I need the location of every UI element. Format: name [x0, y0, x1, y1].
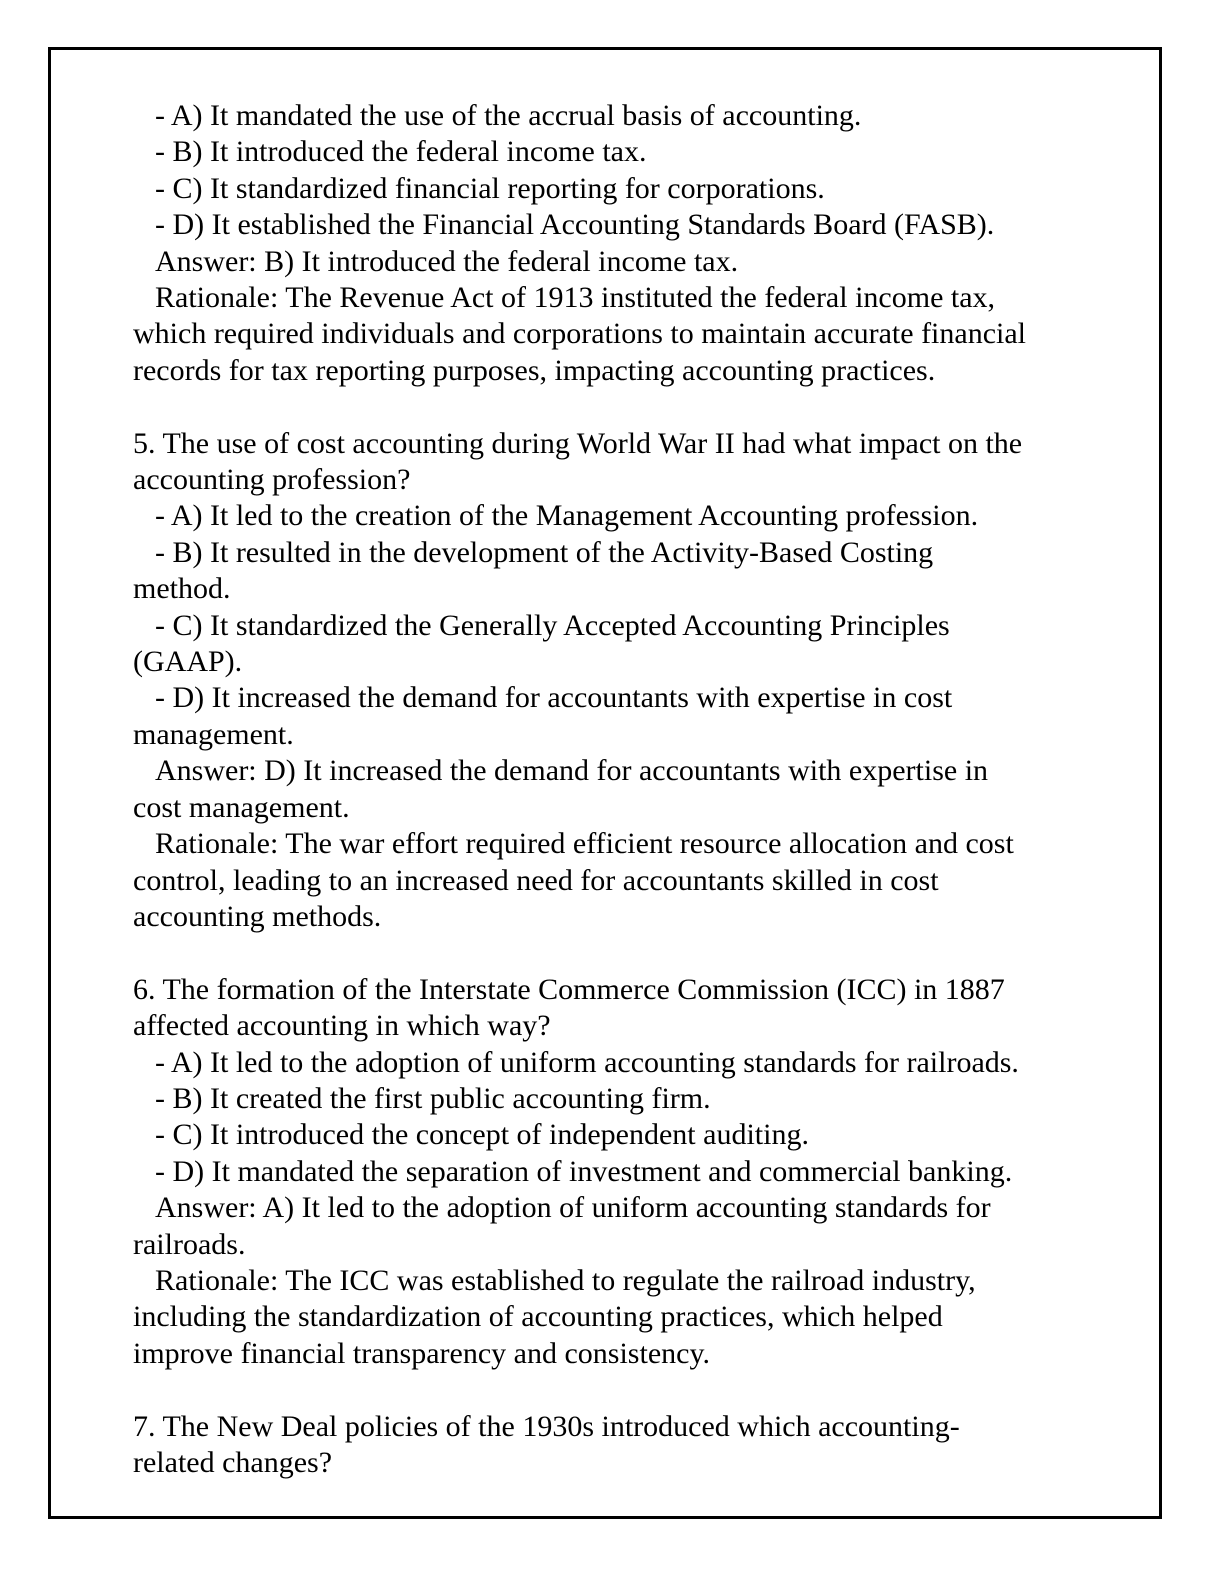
q6-rationale-line-2: including the standardization of accounting practices, which helped [133, 1300, 943, 1334]
q5-answer-line-1: Answer: D) It increased the demand for accountants with expertise in [155, 754, 989, 788]
q6-rationale-line-1: Rationale: The ICC was established to regulate the railroad industry, [155, 1263, 976, 1297]
q4-option-c: - C) It standardized financial reporting for corporations. [155, 171, 825, 205]
q5-rationale-line-1: Rationale: The war effort required efficient resource allocation and cost [155, 827, 1014, 861]
q6-question-line-1: 6. The formation of the Interstate Commerce Commission (ICC) in 1887 [133, 972, 1005, 1006]
q6-answer-line-1: Answer: A) It led to the adoption of uniform accounting standards for [155, 1191, 991, 1225]
q7-question-line-1: 7. The New Deal policies of the 1930s introduced which accounting- [133, 1409, 960, 1443]
q5-option-d-line-1: - D) It increased the demand for accountants with expertise in cost [155, 681, 953, 715]
q5-question-line-1: 5. The use of cost accounting during World War II had what impact on the [133, 426, 1023, 460]
q6-question-line-2: affected accounting in which way? [133, 1009, 551, 1043]
paragraph-gap [133, 1372, 1093, 1408]
paragraph-gap [133, 935, 1093, 971]
paragraph-gap [133, 389, 1093, 425]
q6-option-a: - A) It led to the adoption of uniform accounting standards for railroads. [155, 1045, 1019, 1079]
q4-rationale-line-3: records for tax reporting purposes, impacting accounting practices. [133, 353, 936, 387]
question-7-block [133, 1409, 1093, 1482]
q7-question-line-2: related changes? [133, 1445, 333, 1479]
q5-rationale-line-3: accounting methods. [133, 899, 382, 933]
q5-answer-line-2: cost management. [133, 790, 350, 824]
q5-option-c-line-1: - C) It standardized the Generally Accepted Accounting Principles [155, 608, 950, 642]
q5-option-a: - A) It led to the creation of the Management Accounting profession. [155, 499, 979, 533]
q5-option-c-line-2: (GAAP). [133, 645, 243, 679]
q5-option-d-line-2: management. [133, 717, 294, 751]
question-6-block [133, 972, 1093, 1372]
question-5-block [133, 426, 1093, 936]
q5-option-b-line-1: - B) It resulted in the development of the Activity-Based Costing [155, 535, 934, 569]
q5-option-b-line-2: method. [133, 572, 231, 606]
q5-rationale-line-2: control, leading to an increased need for accountants skilled in cost [133, 863, 939, 897]
document-body [133, 98, 1093, 1481]
q4-option-a: - A) It mandated the use of the accrual basis of accounting. [155, 99, 862, 132]
q6-option-b: - B) It created the first public accounting firm. [155, 1081, 711, 1115]
q4-rationale-line-2: which required individuals and corporations to maintain accurate financial [133, 317, 1027, 351]
q6-option-c: - C) It introduced the concept of independent auditing. [155, 1118, 809, 1152]
q6-option-d: - D) It mandated the separation of investment and commercial banking. [155, 1154, 1013, 1188]
q4-option-b: - B) It introduced the federal income tax. [155, 135, 647, 169]
q6-answer-line-2: railroads. [133, 1227, 246, 1261]
q4-rationale-line-1: Rationale: The Revenue Act of 1913 instituted the federal income tax, [155, 281, 996, 315]
q4-option-d: - D) It established the Financial Accounting Standards Board (FASB). [155, 208, 995, 242]
q4-answer: Answer: B) It introduced the federal income tax. [155, 244, 739, 278]
q5-question-line-2: accounting profession? [133, 463, 411, 497]
q6-rationale-line-3: improve financial transparency and consistency. [133, 1336, 711, 1370]
question-4-block [133, 98, 1093, 389]
